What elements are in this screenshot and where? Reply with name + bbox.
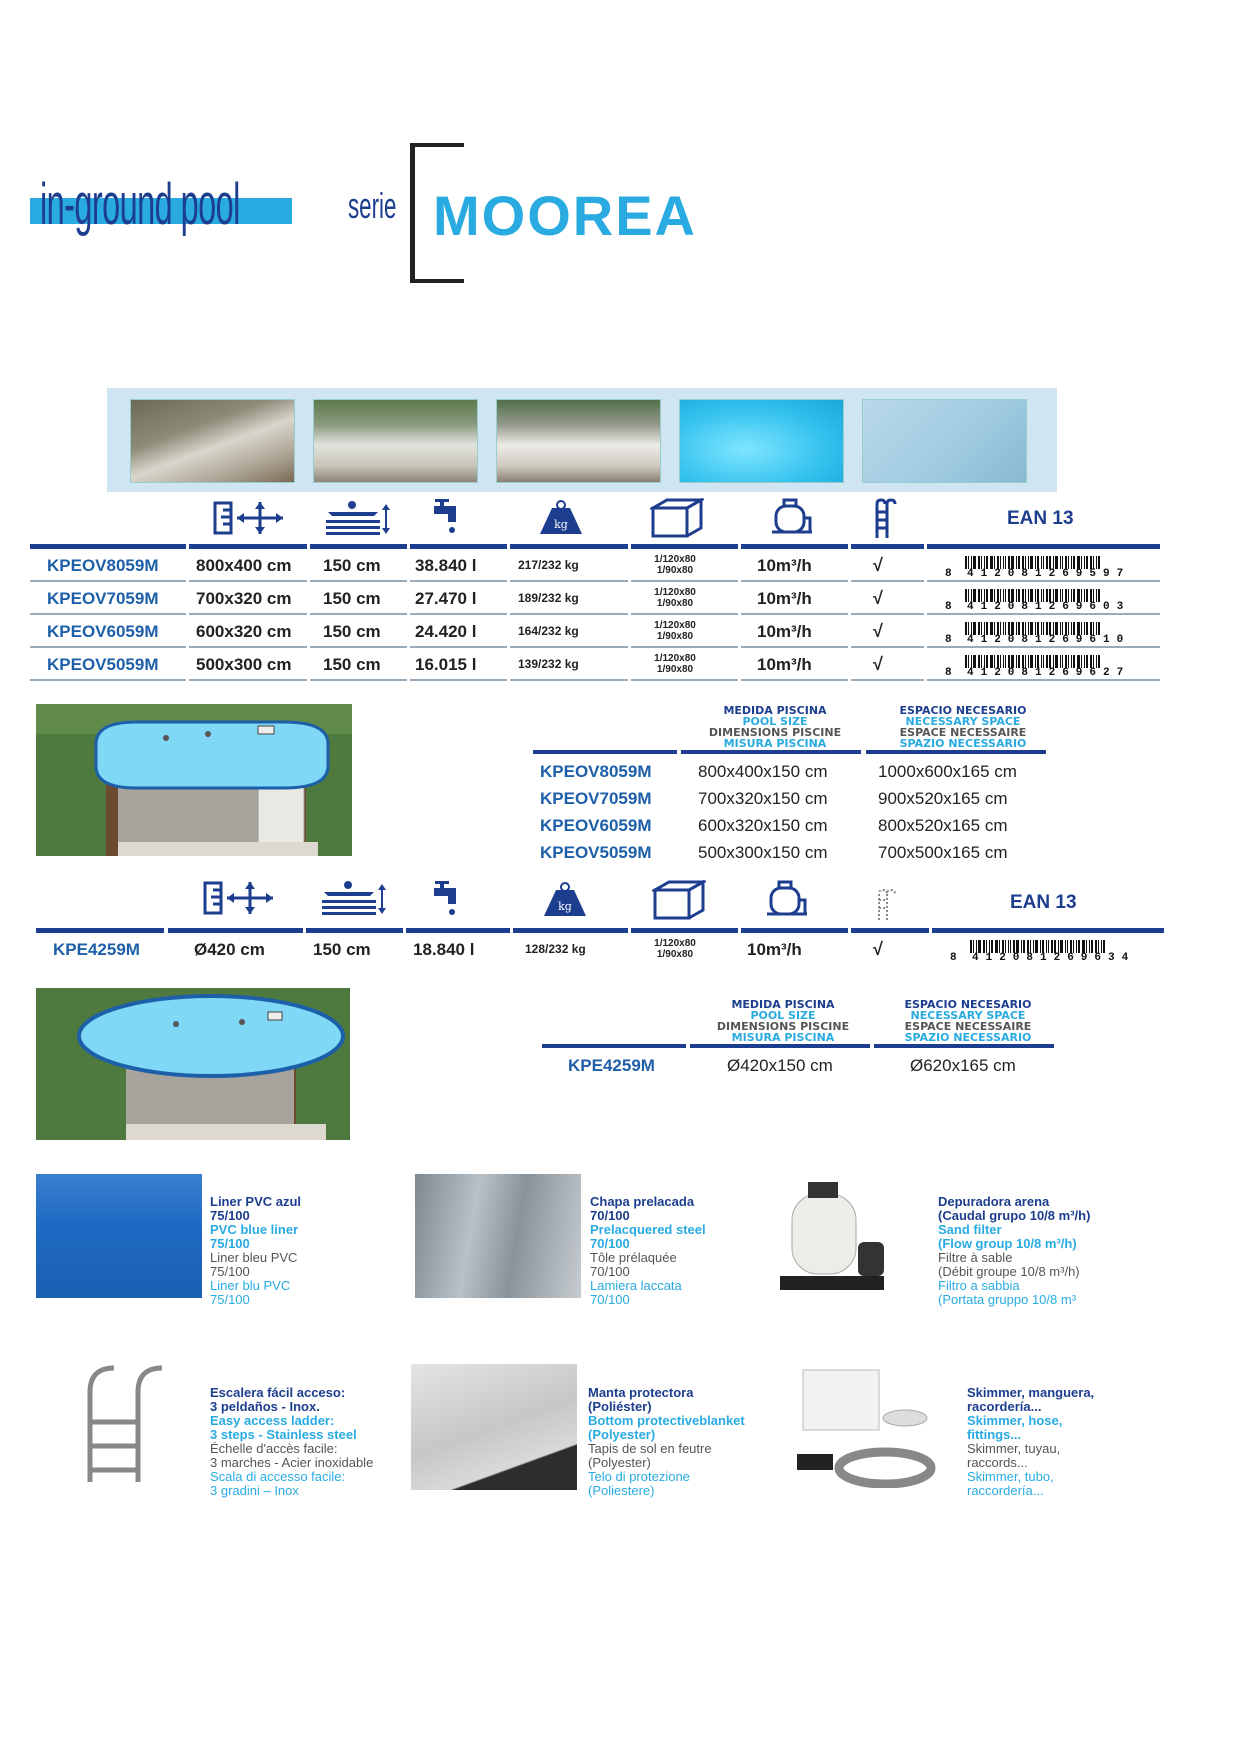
product-code: KPEOV6059M: [540, 816, 652, 835]
ladder-included: √: [873, 588, 883, 608]
ean-digits: 412081269603: [967, 601, 1131, 613]
table-row: [30, 648, 1160, 681]
pool-size-header: MEDIDA PISCINA POOL SIZE DIMENSIONS PISCINE MISURA PISCINA: [716, 998, 850, 1044]
space-dimensions: 700x500x165 cm: [878, 843, 1008, 862]
row-divider: [851, 679, 924, 681]
pool-size: 600x320 cm: [196, 622, 292, 641]
photo-filled-pool: [679, 399, 844, 483]
pool-depth: 150 cm: [323, 622, 381, 641]
caption-line: Telo di protezione: [588, 1469, 690, 1484]
ean-first-digit: 8: [945, 568, 959, 580]
accessory-caption: [210, 1195, 301, 1307]
box-size-1: 1/120x80: [654, 620, 696, 631]
caption-line: PVC blue liner: [210, 1222, 299, 1237]
pool-dimensions: Ø420x150 cm: [727, 1056, 833, 1075]
brand-title: MOOREA: [433, 184, 697, 247]
accessory-caption: [967, 1386, 1094, 1498]
water-tap-icon: [432, 880, 462, 918]
caption-line: (Poliéster): [588, 1399, 652, 1414]
logo-text: in-ground pool: [40, 172, 240, 237]
box-sizes: [645, 554, 705, 576]
pool-size: 700x320 cm: [196, 589, 292, 608]
product-code: KPEOV7059M: [47, 589, 159, 608]
water-volume: 24.420 l: [415, 622, 477, 641]
ladder-included: √: [873, 555, 883, 575]
ladder-icon: [873, 498, 901, 538]
serie-label: serie: [348, 185, 397, 226]
caption-line: 70/100: [590, 1208, 630, 1223]
filter-flow: 10m³/h: [747, 940, 802, 959]
caption-line: 3 gradini – Inox: [210, 1483, 299, 1498]
dimension-row: [540, 816, 1060, 838]
caption-line: Échelle d'accès facile:: [210, 1441, 338, 1456]
installation-photo-strip: [107, 388, 1057, 492]
box-size-2: 1/90x80: [656, 631, 694, 642]
caption-line: Lamiera laccata: [590, 1278, 682, 1293]
ean-label: EAN 13: [1010, 892, 1077, 913]
photo-liner-fitting: [862, 399, 1027, 483]
ean-barcode: [945, 585, 1131, 613]
pool-dimensions: 800x400x150 cm: [698, 762, 828, 781]
steel-wall-image: [415, 1174, 581, 1298]
caption-line: 70/100: [590, 1264, 630, 1279]
box-icon: [650, 498, 704, 538]
box-size-1: 1/120x80: [654, 554, 696, 565]
round-pool-illustration: [36, 988, 350, 1140]
dim-header-rule: [866, 750, 1046, 754]
accessory-caption: [590, 1195, 706, 1307]
box-sizes: [645, 938, 705, 960]
pool-dimensions: 500x300x150 cm: [698, 843, 828, 862]
box-size-2: 1/90x80: [656, 598, 694, 609]
water-volume: 27.470 l: [415, 589, 477, 608]
dim-header-rule: [533, 750, 677, 754]
weight: 189/232 kg: [518, 591, 579, 605]
dimension-row: [568, 1056, 1088, 1078]
caption-line: (Caudal grupo 10/8 m³/h): [938, 1208, 1091, 1223]
dimension-row: [540, 762, 1060, 784]
row-divider: [410, 679, 507, 681]
caption-line: (Polyester): [588, 1455, 651, 1470]
ean-first-digit: 8: [945, 601, 959, 613]
weight-icon: [542, 882, 588, 918]
photo-excavation: [130, 399, 295, 483]
ean-label: EAN 13: [1007, 508, 1074, 529]
svg-text:kg: kg: [558, 900, 572, 913]
ean-barcode: [945, 552, 1131, 580]
ean-digits: 412081269597: [967, 568, 1131, 580]
caption-line: Liner PVC azul: [210, 1194, 302, 1209]
caption-line: Skimmer, tubo,: [967, 1469, 1054, 1484]
caption-line: Filtro a sabbia: [938, 1278, 1020, 1293]
accessory-caption: [588, 1386, 745, 1498]
ean-first-digit: 8: [945, 634, 959, 646]
caption-line: (Débit groupe 10/8 m³/h): [938, 1264, 1080, 1279]
sand-filter-image: [770, 1178, 900, 1298]
ladder-included: √: [873, 621, 883, 641]
caption-line: 3 steps - Stainless steel: [210, 1427, 357, 1442]
weight: 164/232 kg: [518, 624, 579, 638]
row-divider: [631, 679, 738, 681]
space-dimensions: Ø620x165 cm: [910, 1056, 1016, 1075]
pool-dimensions: 700x320x150 cm: [698, 789, 828, 808]
box-size-2: 1/90x80: [656, 664, 694, 675]
ean-barcode: [945, 618, 1131, 646]
dimension-row: [540, 843, 1060, 865]
caption-line: raccords...: [967, 1455, 1028, 1470]
caption-line: Skimmer, tuyau,: [967, 1441, 1061, 1456]
caption-line: Filtre à sable: [938, 1250, 1013, 1265]
table-row: [30, 549, 1160, 582]
table-row: [30, 933, 1160, 966]
box-sizes: [645, 587, 705, 609]
row-divider: [189, 679, 307, 681]
svg-text:kg: kg: [554, 518, 568, 531]
caption-line: raccordería...: [967, 1483, 1044, 1498]
pool-size: 500x300 cm: [196, 655, 292, 674]
box-size-1: 1/120x80: [654, 938, 696, 949]
filter-flow: 10m³/h: [757, 655, 812, 674]
product-code: KPEOV8059M: [47, 556, 159, 575]
caption-line: Skimmer, manguera,: [967, 1385, 1095, 1400]
ean-barcode: [950, 936, 1136, 964]
caption-line: (Flow group 10/8 m³/h): [938, 1236, 1077, 1251]
photo-wall-installed: [496, 399, 661, 483]
caption-line: Sand filter: [938, 1222, 1002, 1237]
product-code: KPE4259M: [568, 1056, 655, 1075]
filter-pump-icon: [770, 498, 814, 536]
caption-line: Manta protectora: [588, 1385, 694, 1400]
weight: 139/232 kg: [518, 657, 579, 671]
caption-line: 75/100: [210, 1236, 250, 1251]
caption-line: Bottom protectiveblanket: [588, 1413, 745, 1428]
dim-header-rule: [542, 1044, 686, 1048]
filter-flow: 10m³/h: [757, 556, 812, 575]
table-row: [30, 582, 1160, 615]
ean-digits: 412081269627: [967, 667, 1131, 679]
caption-line: (Polyester): [588, 1427, 656, 1442]
photo-wall-assembly: [313, 399, 478, 483]
table-row: [30, 615, 1160, 648]
ean-first-digit: 8: [950, 952, 964, 964]
caption-line: Scala di accesso facile:: [210, 1469, 346, 1484]
caption-line: Liner bleu PVC: [210, 1250, 298, 1265]
ean-digits: 412081269610: [967, 634, 1131, 646]
row-divider: [510, 679, 628, 681]
caption-line: Prelacquered steel: [590, 1222, 706, 1237]
oval-pool-illustration: [36, 704, 352, 856]
row-divider: [310, 679, 407, 681]
accessory-caption: [210, 1386, 373, 1498]
row-divider: [30, 679, 186, 681]
caption-line: (Portata gruppo 10/8 m³: [938, 1292, 1077, 1307]
caption-line: Escalera fácil acceso:: [210, 1385, 346, 1400]
weight: 217/232 kg: [518, 558, 579, 572]
pool-depth: 150 cm: [323, 556, 381, 575]
caption-line: racordería...: [967, 1399, 1042, 1414]
caption-line: Skimmer, hose,: [967, 1413, 1063, 1428]
water-tap-icon: [432, 498, 462, 536]
row-divider: [927, 679, 1160, 681]
caption-line: 70/100: [590, 1236, 630, 1251]
box-sizes: [645, 620, 705, 642]
necessary-space-header: ESPACIO NECESARIO NECESSARY SPACE ESPACE NECESSAIRE SPAZIO NECESSARIO: [904, 998, 1032, 1044]
depth-icon: [318, 880, 388, 916]
filter-pump-icon: [765, 880, 809, 918]
product-code: KPEOV8059M: [540, 762, 652, 781]
pool-dimensions: 600x320x150 cm: [698, 816, 828, 835]
box-size-1: 1/120x80: [654, 653, 696, 664]
weight-icon: [538, 500, 584, 536]
product-code: KPEOV6059M: [47, 622, 159, 641]
dim-header-rule: [690, 1044, 870, 1048]
pool-depth: 150 cm: [323, 655, 381, 674]
ean-barcode: [945, 651, 1131, 679]
water-volume: 18.840 l: [413, 940, 475, 959]
pool-depth: 150 cm: [323, 589, 381, 608]
pool-depth: 150 cm: [313, 940, 371, 959]
ladder-icon: [875, 888, 897, 920]
skimmer-kit-image: [795, 1364, 945, 1488]
dim-header-rule: [681, 750, 861, 754]
product-code: KPEOV5059M: [540, 843, 652, 862]
product-code: KPEOV7059M: [540, 789, 652, 808]
pool-size: 800x400 cm: [196, 556, 292, 575]
filter-flow: 10m³/h: [757, 622, 812, 641]
filter-flow: 10m³/h: [757, 589, 812, 608]
water-volume: 16.015 l: [415, 655, 477, 674]
caption-line: Chapa prelacada: [590, 1194, 695, 1209]
accessory-caption: [938, 1195, 1090, 1307]
dimension-row: [540, 789, 1060, 811]
caption-line: Easy access ladder:: [210, 1413, 335, 1428]
dimensions-icon: [203, 880, 275, 916]
row-divider: [741, 679, 848, 681]
water-volume: 38.840 l: [415, 556, 477, 575]
caption-line: Tapis de sol en feutre: [588, 1441, 712, 1456]
caption-line: 3 peldaños - Inox.: [210, 1399, 320, 1414]
caption-line: 75/100: [210, 1208, 250, 1223]
caption-line: 75/100: [210, 1264, 250, 1279]
product-code: KPE4259M: [53, 940, 140, 959]
liner-image: [36, 1174, 202, 1298]
space-dimensions: 1000x600x165 cm: [878, 762, 1017, 781]
caption-line: Liner blu PVC: [210, 1278, 291, 1293]
ladder-included: √: [873, 939, 883, 959]
depth-icon: [322, 500, 392, 536]
caption-line: 3 marches - Acier inoxidable: [210, 1455, 374, 1470]
pool-size: Ø420 cm: [194, 940, 265, 959]
dim-header-rule: [874, 1044, 1054, 1048]
ean-first-digit: 8: [945, 667, 959, 679]
dimensions-icon: [213, 500, 285, 536]
blanket-image: [411, 1364, 577, 1490]
box-size-1: 1/120x80: [654, 587, 696, 598]
caption-line: Depuradora arena: [938, 1194, 1050, 1209]
space-dimensions: 800x520x165 cm: [878, 816, 1008, 835]
box-icon: [652, 880, 706, 920]
pool-size-header: MEDIDA PISCINA POOL SIZE DIMENSIONS PISCINE MISURA PISCINA: [708, 704, 842, 750]
caption-line: (Poliestere): [588, 1483, 655, 1498]
caption-line: 75/100: [210, 1292, 250, 1307]
ladder-included: √: [873, 654, 883, 674]
product-code: KPEOV5059M: [47, 655, 159, 674]
ean-digits: 412081269634: [972, 952, 1136, 964]
ladder-image: [80, 1362, 170, 1486]
space-dimensions: 900x520x165 cm: [878, 789, 1008, 808]
caption-line: 70/100: [590, 1292, 630, 1307]
caption-line: Tôle prélaquée: [590, 1250, 677, 1265]
box-size-2: 1/90x80: [656, 565, 694, 576]
caption-line: fittings...: [967, 1427, 1022, 1442]
weight: 128/232 kg: [525, 942, 586, 956]
box-size-2: 1/90x80: [656, 949, 694, 960]
box-sizes: [645, 653, 705, 675]
necessary-space-header: ESPACIO NECESARIO NECESSARY SPACE ESPACE NECESSAIRE SPAZIO NECESSARIO: [899, 704, 1027, 750]
